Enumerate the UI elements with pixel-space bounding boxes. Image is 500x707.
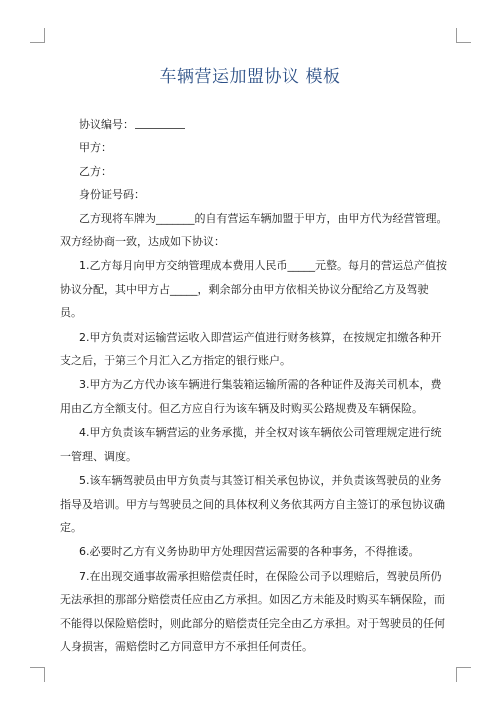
paragraph-clause-2: 2.甲方负责对运输营运收入即营运产值进行财务核算，在按规定扣缴各种开支之后，于第三个月汇入乙方指定的银行账户。 <box>60 330 442 368</box>
crop-mark-bottom-left <box>30 667 45 682</box>
paragraph-intro: 乙方现将车牌为_______的自有营运车辆加盟于甲方，由甲方代为经营管理。双方经协商一致，达成如下协议： <box>60 211 448 249</box>
paragraph-clause-1: 1.乙方每月向甲方交纳管理成本费用人民币_____元整。每月的营运总产值按协议分配，其中甲方占_____，剩余部分由甲方依相关协议分配给乙方及驾驶员。 <box>60 259 447 320</box>
crop-mark-top-right <box>456 28 471 43</box>
field-agreement-no <box>60 113 450 136</box>
document-title: 车辆营运加盟协议 模板 <box>159 67 341 87</box>
field-party-b: 乙方： <box>79 164 112 178</box>
paragraph-clause-3: 3.甲方为乙方代办该车辆进行集装箱运输所需的各种证件及海关司机本，费用由乙方全额支付。但乙方应自行为该车辆及时购买公路规费及车辆保险。 <box>60 378 442 415</box>
paragraph-clause-5: 5.该车辆驾驶员由甲方负责与其签订相关承包协议，并负责该驾驶员的业务指导及培训。甲方与驾驶员之间的具体权利义务依其两方自主签订的承包协议确定。 <box>60 474 445 534</box>
document-body <box>60 113 450 659</box>
paragraph-clause-4: 4.甲方负责该车辆营运的业务承揽，并全权对该车辆依公司管理规定进行统一管理、调度。 <box>60 426 442 463</box>
field-agreement-no-label: 协议编号： <box>79 118 134 131</box>
agreement-no-blank[interactable] <box>135 116 185 129</box>
paragraph-clause-7: 7.在出现交通事故需承担赔偿责任时，在保险公司予以理赔后，驾驶员所仍无法承担的那部分赔偿责任应由乙方承担。如因乙方未能及时购买车辆保险，而不能得以保险赔偿时，则此部分的赔偿责任完全由乙方承担。对于驾驶员的任何人身损害，需赔偿时乙方同意甲方不承担任何责任。 <box>60 569 445 653</box>
crop-mark-bottom-right <box>456 667 471 682</box>
field-party-a: 甲方： <box>79 141 112 155</box>
paragraph-clause-6: 6.必要时乙方有义务协助甲方处理因营运需要的各种事务，不得推诿。 <box>79 545 420 559</box>
crop-mark-top-left <box>30 28 45 43</box>
field-id-no: 身份证号码： <box>79 188 145 202</box>
